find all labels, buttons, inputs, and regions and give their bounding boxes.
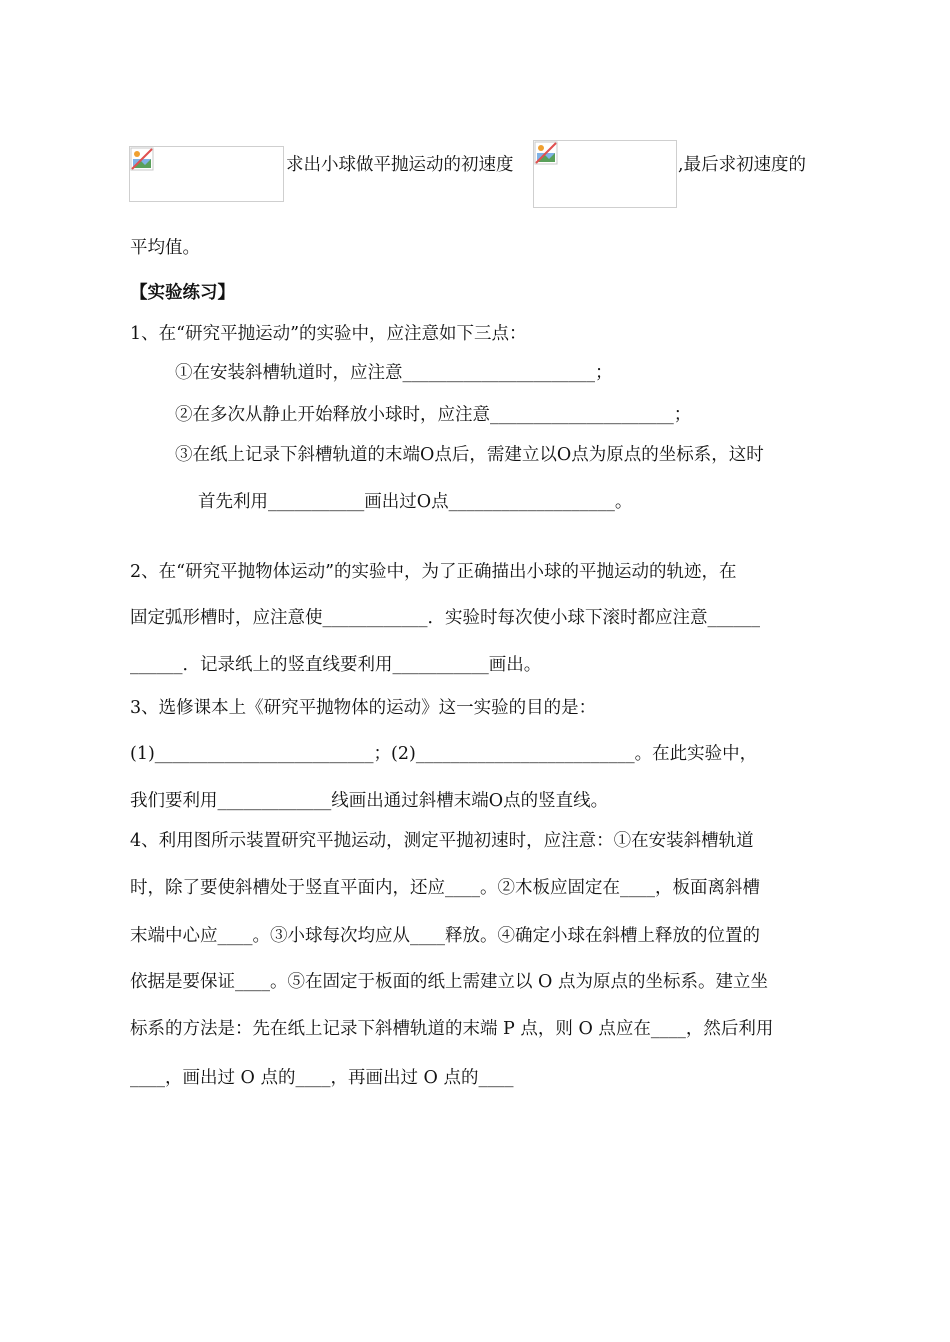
q3-line2: (1)_________________________；(2)_________________________。在此实验中， <box>130 744 758 764</box>
intro-text-1: 求出小球做平抛运动的初速度 <box>286 155 514 175</box>
q4-line6: ____，画出过 O 点的____，再画出过 O 点的____ <box>130 1068 514 1088</box>
formula-image-2 <box>533 140 677 208</box>
q2-line1: 2、在“研究平抛物体运动”的实验中，为了正确描出小球的平抛运动的轨迹，在 <box>130 562 737 582</box>
q1-item-c-line1: ③在纸上记录下斜槽轨道的末端O点后，需建立以O点为原点的坐标系，这时 <box>175 445 764 465</box>
q1-item-c-line2: 首先利用___________画出过O点___________________。 <box>198 492 633 512</box>
section-title: 【实验练习】 <box>130 283 235 303</box>
q2-line3: ______．记录纸上的竖直线要利用___________画出。 <box>130 655 542 675</box>
formula-image-1 <box>129 146 284 202</box>
intro-text-3: 平均值。 <box>130 238 200 258</box>
broken-image-icon <box>130 147 154 171</box>
q4-line3: 末端中心应____。③小球每次均应从____释放。④确定小球在斜槽上释放的位置的 <box>130 926 760 946</box>
q1-item-b: ②在多次从静止开始释放小球时，应注意_____________________； <box>175 405 692 425</box>
q4-line1: 4、利用图所示装置研究平抛运动，测定平抛初速时，应注意：①在安装斜槽轨道 <box>130 831 754 851</box>
q1-stem: 1、在“研究平抛运动”的实验中，应注意如下三点： <box>130 324 527 344</box>
intro-text-2: ,最后求初速度的 <box>678 155 807 175</box>
broken-image-icon <box>534 141 558 165</box>
q1-item-a: ①在安装斜槽轨道时，应注意______________________； <box>175 363 613 383</box>
q4-line2: 时，除了要使斜槽处于竖直平面内，还应____。②木板应固定在____，板面离斜槽 <box>130 878 760 898</box>
q3-line1: 3、选修课本上《研究平抛物体的运动》这一实验的目的是： <box>130 698 597 718</box>
q4-line4: 依据是要保证____。⑤在固定于板面的纸上需建立以 O 点为原点的坐标系。建立坐 <box>130 972 768 992</box>
q3-line3: 我们要利用_____________线画出通过斜槽末端O点的竖直线。 <box>130 791 609 811</box>
q2-line2: 固定弧形槽时，应注意使____________．实验时每次使小球下滚时都应注意______ <box>130 608 760 628</box>
q4-line5: 标系的方法是：先在纸上记录下斜槽轨道的末端 P 点，则 O 点应在____，然后利用 <box>130 1019 774 1039</box>
